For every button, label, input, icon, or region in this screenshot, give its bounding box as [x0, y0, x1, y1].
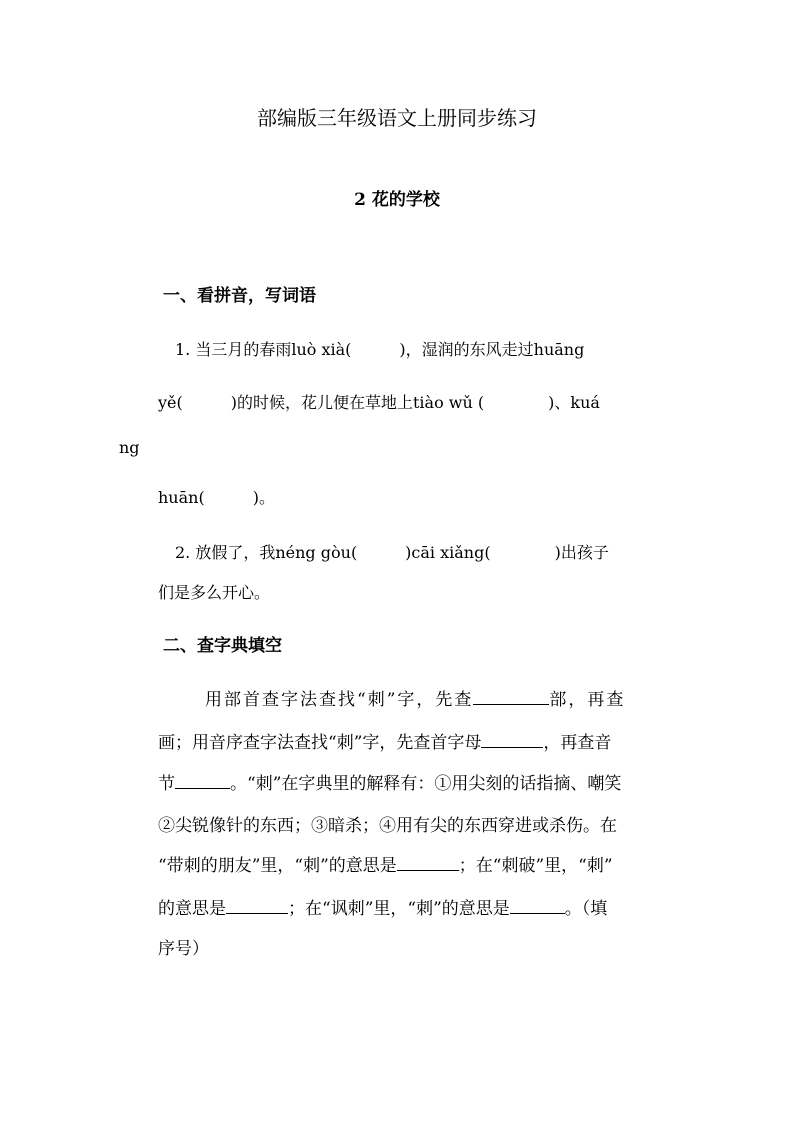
section-2-heading: 二、查字典填空: [163, 636, 282, 656]
dict-line-1: [205, 692, 625, 709]
dict-line-2: [158, 735, 611, 752]
dict-text: 的意思是: [158, 899, 226, 919]
dict-text: 。“刺”在字典里的解释有：①用尖刻的话指摘、嘲笑: [230, 774, 622, 794]
dict-text: ；在“刺破”里，“刺”: [458, 856, 613, 876]
dict-text: 用部首查字法查找“刺”字，先查: [205, 690, 474, 710]
dict-text: 画；用音序查字法查找“刺”字，先查首字母: [158, 733, 482, 753]
q1-line-2: yě( )的时候，花儿便在草地上tiào wǔ ( )、kuá: [158, 393, 600, 412]
q1-line-1: 1. 当三月的春雨luò xià( )，湿润的东风走过huāng: [175, 340, 585, 359]
dict-line-7: 序号）: [158, 939, 209, 959]
answer-blank[interactable]: [473, 703, 549, 705]
q1-line-3: ng: [119, 438, 140, 457]
lesson-title: 2 花的学校: [354, 190, 440, 210]
dict-text: 。（填: [564, 899, 608, 919]
answer-blank[interactable]: [226, 912, 288, 914]
page-title: 部编版三年级语文上册同步练习: [257, 106, 537, 130]
q1-line-4: huān( )。: [158, 488, 275, 507]
dict-text: 部，再查: [549, 690, 626, 710]
dict-line-5: [158, 858, 613, 875]
q2-line-2: 们是多么开心。: [158, 583, 271, 602]
dict-line-4: ②尖锐像针的东西；③暗杀；④用有尖的东西穿进或杀伤。在: [158, 816, 617, 836]
answer-blank[interactable]: [481, 746, 543, 748]
answer-blank[interactable]: [510, 912, 565, 914]
dict-text: “带刺的朋友”里，“刺”的意思是: [158, 856, 397, 876]
dict-line-3: [158, 776, 621, 793]
answer-blank[interactable]: [397, 869, 459, 871]
q2-line-1: 2. 放假了，我néng gòu( )cāi xiǎng( )出孩子: [175, 543, 609, 562]
dict-line-6: [158, 901, 607, 918]
answer-blank[interactable]: [175, 787, 230, 789]
dict-text: ，再查音: [543, 733, 612, 753]
dict-text: 节: [158, 774, 175, 794]
dict-text: ；在“讽刺”里，“刺”的意思是: [288, 899, 510, 919]
section-1-heading: 一、看拼音，写词语: [163, 286, 316, 306]
